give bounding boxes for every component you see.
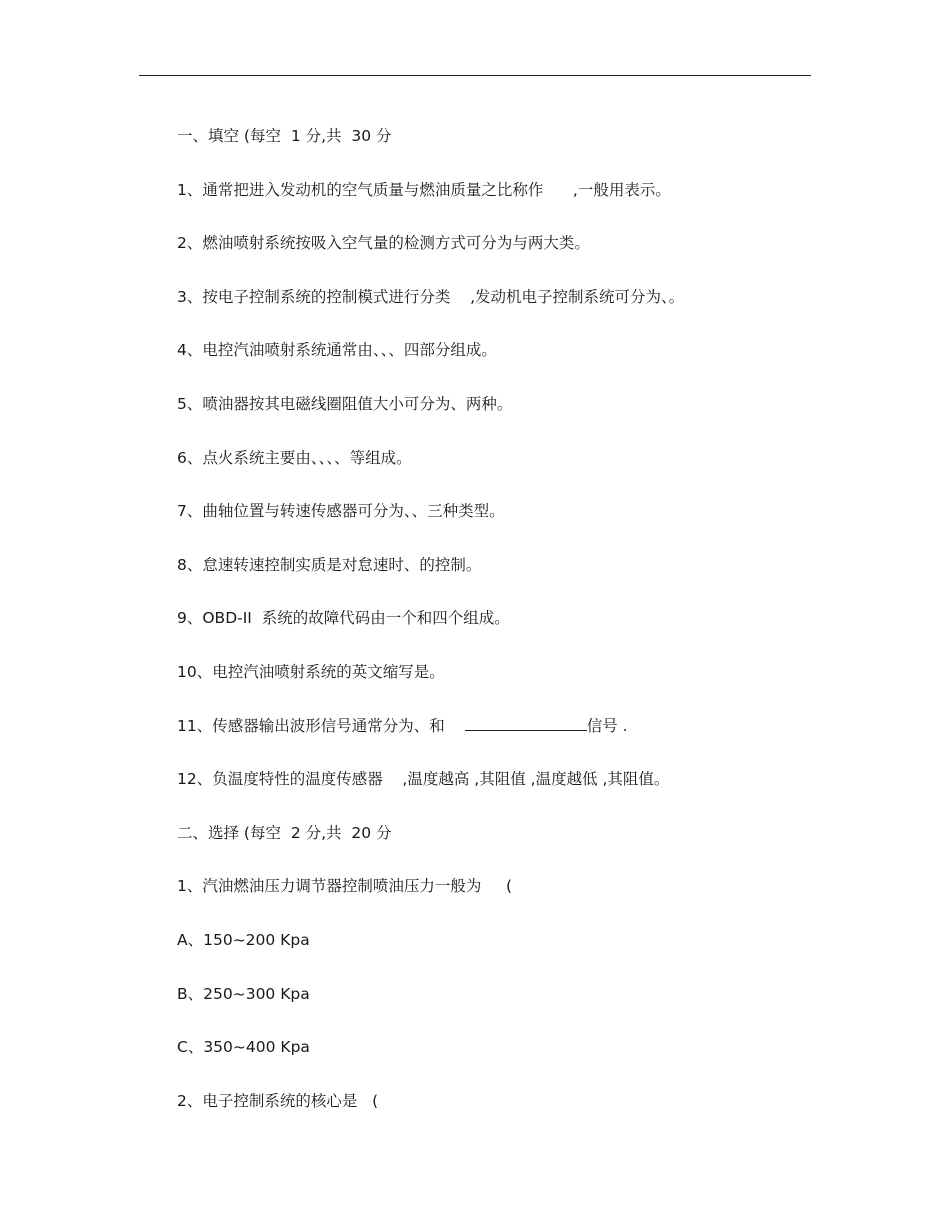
- choice-option-c: C、350~400 Kpa: [177, 1038, 310, 1057]
- question-1: 1、通常把进入发动机的空气质量与燃油质量之比称作 ,一般用表示。: [177, 180, 671, 199]
- question-10: 10、电控汽油喷射系统的英文缩写是。: [177, 662, 445, 681]
- question-7: 7、曲轴位置与转速传感器可分为、、三种类型。: [177, 502, 505, 521]
- choice-question-2: 2、电子控制系统的核心是 (: [177, 1091, 379, 1110]
- question-6: 6、点火系统主要由、、、、等组成。: [177, 448, 412, 467]
- document-body: [177, 124, 877, 1142]
- choice-option-b: B、250~300 Kpa: [177, 984, 310, 1003]
- question-11: [177, 714, 877, 768]
- answer-blank-underline: [465, 716, 587, 731]
- question-12: 12、负温度特性的温度传感器 ,温度越高 ,其阻值 ,温度越低 ,其阻值。: [177, 770, 670, 789]
- choice-question-1: 1、汽油燃油压力调节器控制喷油压力一般为 (: [177, 877, 513, 896]
- choice-option-a: A、150~200 Kpa: [177, 930, 310, 949]
- section-heading-fill-blank: 一、填空 (每空 1 分,共 30 分: [177, 127, 392, 145]
- question-4: 4、电控汽油喷射系统通常由、、、四部分组成。: [177, 341, 497, 360]
- question-9: 9、OBD-II 系统的故障代码由一个和四个组成。: [177, 609, 510, 628]
- question-8: 8、怠速转速控制实质是对怠速时、的控制。: [177, 555, 482, 574]
- question-2: 2、燃油喷射系统按吸入空气量的检测方式可分为与两大类。: [177, 234, 590, 253]
- question-11-text: 11、传感器输出波形信号通常分为、和: [177, 716, 445, 735]
- question-5: 5、喷油器按其电磁线圈阻值大小可分为、两种。: [177, 394, 513, 413]
- header-rule: [139, 75, 811, 76]
- section-heading-multiple-choice: 二、选择 (每空 2 分,共 20 分: [177, 823, 392, 842]
- question-11-suffix: 信号 .: [586, 716, 628, 735]
- question-3: 3、按电子控制系统的控制模式进行分类 ,发动机电子控制系统可分为、。: [177, 287, 685, 306]
